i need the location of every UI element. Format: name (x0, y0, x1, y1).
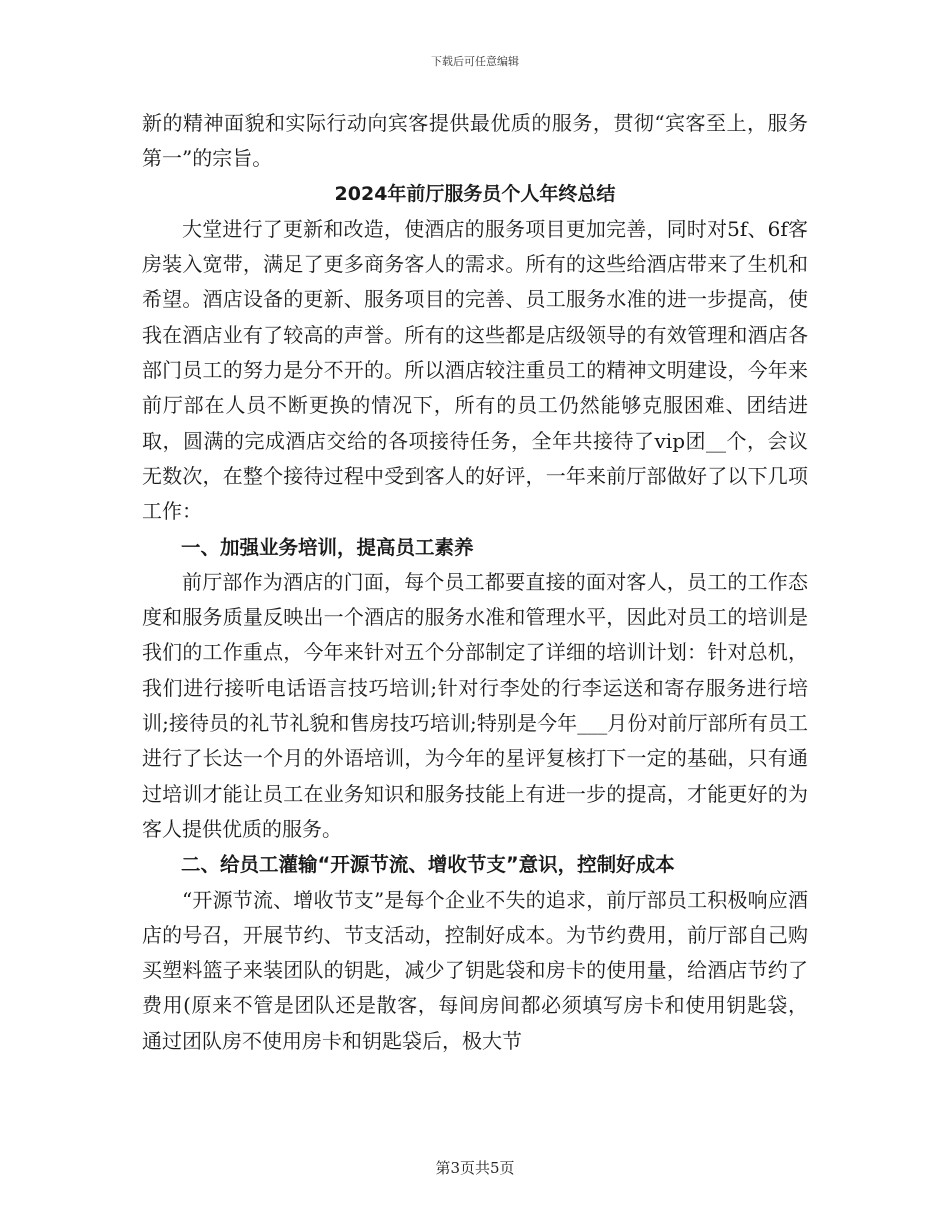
document-title: 2024年前厅服务员个人年终总结 (334, 182, 616, 205)
page-header-note: 下载后可任意编辑 (431, 55, 519, 68)
intro-continuation-paragraph: 新的精神面貌和实际行动向宾客提供最优质的服务，贯彻“宾客至上，服务第一”的宗旨。 (142, 111, 808, 171)
body-paragraph-1: 大堂进行了更新和改造，使酒店的服务项目更加完善，同时对5f、6f客房装入宽带，满足了更多商务客人的需求。所有的这些给酒店带来了生机和希望。酒店设备的更新、服务项目的完善、员工服务水准的进一步提高，使我在酒店业有了较高的声誉。所有的这些都是店级领导的有效管理和酒店各部门员工的努力是分不开的。所以酒店较注重员工的精神文明建设，今年来前厅部在人员不断更换的情况下，所有的员工仍然能够克服困难、团结进取，圆满的完成酒店交给的各项接待任务，全年共接待了vip团__个，会议无数次，在整个接待过程中受到客人的好评，一年来前厅部做好了以下几项工作： (142, 216, 808, 524)
section-2-heading: 二、给员工灌输“开源节流、增收节支”意识，控制好成本 (181, 853, 675, 877)
document-body (142, 106, 808, 1059)
page-number-footer: 第3页共5页 (435, 1159, 515, 1177)
section-2-paragraph: “开源节流、增收节支”是每个企业不失的追求，前厅部员工积极响应酒店的号召，开展节约、节支活动，控制好成本。为节约费用，前厅部自己购买塑料篮子来装团队的钥匙，减少了钥匙袋和房卡的使用量，给酒店节约了费用(原来不管是团队还是散客，每间房间都必须填写房卡和使用钥匙袋，通过团队房不使用房卡和钥匙袋后，极大节 (142, 887, 808, 1053)
section-1-paragraph: 前厅部作为酒店的门面，每个员工都要直接的面对客人，员工的工作态度和服务质量反映出一个酒店的服务水准和管理水平，因此对员工的培训是我们的工作重点，今年来针对五个分部制定了详细的培训计划：针对总机，我们进行接听电话语言技巧培训;针对行李处的行李运送和寄存服务进行培训;接待员的礼节礼貌和售房技巧培训;特别是今年___月份对前厅部所有员工进行了长达一个月的外语培训，为今年的星评复核打下一定的基础，只有通过培训才能让员工在业务知识和服务技能上有进一步的提高，才能更好的为客人提供优质的服务。 (142, 569, 808, 841)
section-1-heading: 一、加强业务培训，提高员工素养 (181, 535, 474, 559)
